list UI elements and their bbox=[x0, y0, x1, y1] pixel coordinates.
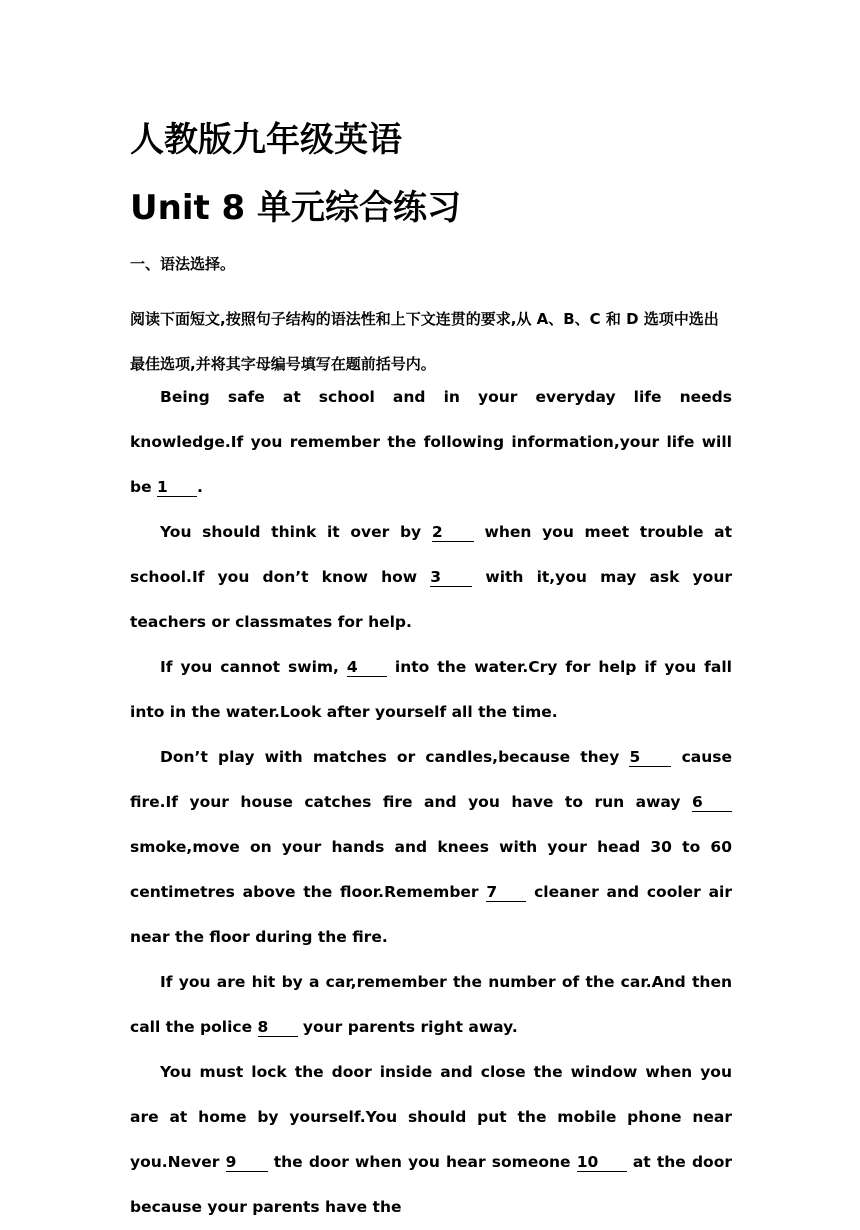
blank-4: 4 bbox=[347, 658, 387, 677]
paragraph-1 bbox=[130, 375, 732, 510]
passage-text: when you meet trouble at school.If you don’t know how bbox=[130, 523, 733, 586]
blank-2: 2 bbox=[432, 523, 474, 542]
paragraph-3 bbox=[130, 645, 732, 735]
blank-3: 3 bbox=[430, 568, 472, 587]
passage-text: the door when you hear someone bbox=[267, 1153, 577, 1171]
paragraph-6 bbox=[130, 1050, 732, 1230]
blank-9: 9 bbox=[226, 1153, 268, 1172]
paragraph-2 bbox=[130, 510, 732, 645]
passage-text: at the door because your parents have the bbox=[130, 1153, 732, 1216]
passage-text: smoke,move on your hands and knees with your head 30 to 60 centimetres above the floor.Remember bbox=[130, 838, 732, 901]
blank-8: 8 bbox=[258, 1018, 298, 1037]
passage-text: cleaner and cooler air near the floor during the fire. bbox=[130, 883, 732, 946]
passage bbox=[130, 375, 732, 1230]
instructions: 阅读下面短文,按照句子结构的语法性和上下文连贯的要求,从 A、B、C 和 D 选项中选出最佳选项,并将其字母编号填写在题前括号内。 bbox=[130, 310, 719, 373]
passage-text: your parents right away. bbox=[297, 1018, 518, 1036]
blank-6: 6 bbox=[692, 793, 732, 812]
blank-10: 10 bbox=[577, 1153, 627, 1172]
passage-text: You must lock the door inside and close the window when you are at home by yourself.You should put the mobile phone near you.Never bbox=[130, 1063, 732, 1171]
passage-text: with it,you may ask your teachers or classmates for help. bbox=[130, 568, 732, 631]
passage-text: If you cannot swim, bbox=[160, 658, 347, 676]
passage-text: If you are hit by a car,remember the number of the car.And then call the police bbox=[130, 973, 732, 1036]
unit-title: Unit 8 单元综合练习 bbox=[130, 188, 462, 228]
blank-7: 7 bbox=[486, 883, 526, 902]
passage-text: Don’t play with matches or candles,because they bbox=[160, 748, 630, 766]
section-heading: 一、语法选择。 bbox=[130, 255, 236, 273]
paragraph-4 bbox=[130, 735, 732, 960]
passage-text: cause fire.If your house catches fire and you have to run away bbox=[130, 748, 732, 811]
blank-1: 1 bbox=[157, 478, 197, 497]
blank-5: 5 bbox=[629, 748, 671, 767]
passage-text: into the water.Cry for help if you fall into in the water.Look after yourself all the time. bbox=[130, 658, 732, 721]
passage-text: You should think it over by bbox=[160, 523, 432, 541]
document-title: 人教版九年级英语 bbox=[130, 120, 402, 160]
passage-text: . bbox=[197, 478, 203, 496]
passage-text: Being safe at school and in your everyday life needs knowledge.If you remember the following information,your life will be bbox=[130, 388, 732, 496]
paragraph-5 bbox=[130, 960, 732, 1050]
